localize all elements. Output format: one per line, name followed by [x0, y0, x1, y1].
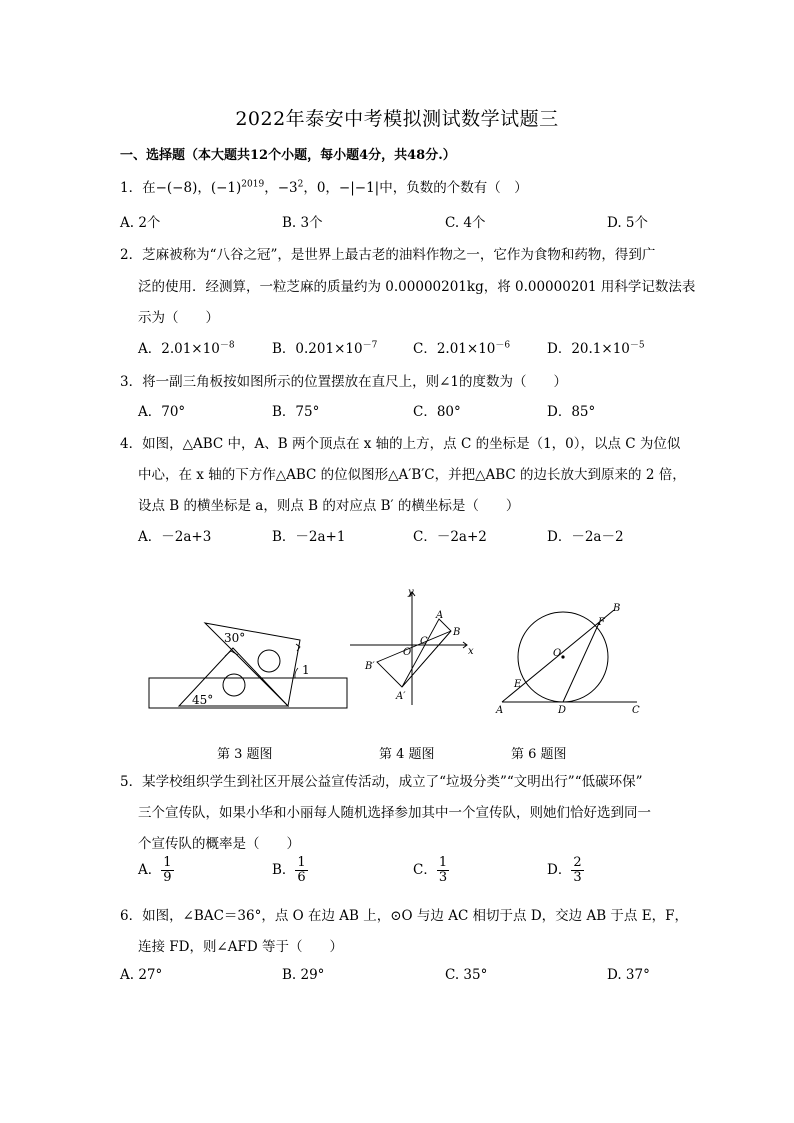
q4-option-a[interactable]: A．－2a+3	[138, 529, 212, 545]
angle-45-label: 45°	[192, 693, 214, 707]
q3-line-1: 3．将一副三角板按如图所示的位置摆放在直尺上，则∠1的度数为（ ）	[120, 374, 567, 390]
q2-option-a-exp: －8	[219, 340, 235, 351]
q5-option-b-num: 1	[297, 855, 306, 870]
q5-option-b-fraction	[295, 856, 307, 885]
q2-option-a-label: A．2.01×10	[138, 341, 220, 357]
q5-option-d[interactable]	[547, 856, 584, 885]
point-e-label: E	[514, 679, 522, 690]
q2-option-d[interactable]	[547, 337, 645, 357]
q5-line-2: 三个宣传队，如果小华和小丽每人随机选择参加其中一个宣传队，则她们恰好选到同一	[138, 805, 651, 821]
figure-3-caption: 第 3 题图	[217, 747, 273, 762]
q4-line-1: 4．如图，△ABC 中，A、B 两个顶点在 x 轴的上方，点 C 的坐标是（1，0），以点 C 为位似	[120, 436, 681, 452]
q5-line-3: 个宣传队的概率是（ ）	[138, 836, 300, 852]
q3-option-a[interactable]: A．70°	[138, 404, 186, 420]
q1-sep-2: ，	[264, 180, 278, 196]
point-c-label: C	[420, 636, 428, 647]
q1-expr-4: −|−1|	[338, 180, 380, 196]
q1-stem-b: 中，负数的个数有（ ）	[379, 180, 528, 196]
figure-6-caption: 第 6 题图	[511, 747, 567, 762]
q6-option-d[interactable]: D. 37°	[607, 967, 650, 983]
center-o	[561, 655, 564, 658]
q6-line-2: 连接 FD，则∠AFD 等于（ ）	[138, 939, 344, 955]
q5-option-c-label: C．	[413, 862, 437, 878]
triangle-30	[205, 623, 300, 706]
angle-30-label: 30°	[224, 631, 246, 645]
q2-line-3: 示为（ ）	[138, 310, 219, 326]
q6-option-c[interactable]: C. 35°	[445, 967, 488, 983]
q5-option-b-label: B．	[272, 862, 296, 878]
figure-6	[492, 598, 652, 718]
q4-line-2: 中心，在 x 轴的下方作△ABC 的位似图形△A′B′C，并把△ABC 的边长放大到原来的 2 倍，	[138, 467, 686, 483]
page-title: 2022年泰安中考模拟测试数学试题三	[235, 108, 559, 130]
q5-line-1: 5．某学校组织学生到社区开展公益宣传活动，成立了“垃圾分类”“文明出行”“低碳环保”	[120, 774, 643, 790]
q2-option-d-label: D．20.1×10	[547, 341, 630, 357]
question-1-stem	[120, 176, 528, 196]
q4-option-d[interactable]: D．－2a－2	[547, 529, 624, 545]
q2-option-c[interactable]	[413, 337, 510, 357]
x-axis-label: x	[468, 646, 474, 657]
q6-option-a[interactable]: A. 27°	[120, 967, 163, 983]
q1-sep-1: ，	[197, 180, 211, 196]
point-a-label: A	[436, 610, 444, 621]
q3-option-b[interactable]: B．75°	[272, 404, 320, 420]
angle-1-arc	[295, 668, 298, 678]
q1-sep-3: ，0，	[303, 180, 339, 196]
section-heading: 一、选择题（本大题共12个小题，每小题4分，共48分.）	[120, 148, 456, 163]
q4-line-3: 设点 B 的横坐标是 a，则点 B 的对应点 B′ 的横坐标是（ ）	[138, 498, 520, 514]
point-a-label: A	[496, 705, 504, 716]
q4-option-c[interactable]: C．－2a+2	[413, 529, 487, 545]
q2-option-b-label: B．0.201×10	[272, 341, 363, 357]
q1-stem-a: 1．在	[120, 180, 156, 196]
q4-option-b[interactable]: B．－2a+1	[272, 529, 346, 545]
point-d-label: D	[558, 705, 567, 716]
q2-option-b-exp: －7	[362, 340, 378, 351]
q5-option-a[interactable]	[138, 856, 174, 885]
point-a-prime-label: A′	[396, 691, 406, 702]
q1-expr-2-exp: 2019	[241, 179, 265, 190]
point-c-label: C	[632, 705, 640, 716]
q5-option-a-fraction	[161, 856, 173, 885]
triangle-hole-2	[223, 674, 245, 696]
y-axis-label: y	[408, 587, 414, 598]
q5-option-b-den: 6	[297, 870, 306, 885]
q1-expr-3-exp: 2	[297, 179, 304, 190]
q3-option-d[interactable]: D．85°	[547, 404, 596, 420]
q2-option-c-exp: －6	[495, 340, 511, 351]
q5-option-d-fraction	[571, 856, 583, 885]
triangle-a2b2c	[377, 631, 451, 687]
q5-option-d-den: 3	[573, 870, 582, 885]
q5-option-a-label: A．	[138, 862, 162, 878]
q5-option-a-den: 9	[163, 870, 172, 885]
q1-option-a[interactable]: A. 2个	[120, 215, 161, 231]
q6-option-b[interactable]: B. 29°	[282, 967, 325, 983]
q2-option-a[interactable]	[138, 337, 235, 357]
q5-option-c-den: 3	[438, 870, 448, 885]
point-f-label: F	[598, 617, 605, 628]
q5-option-d-num: 2	[573, 855, 582, 870]
q5-option-c-num: 1	[438, 855, 448, 870]
point-b-label: B	[453, 627, 461, 638]
point-b-prime-label: B′	[365, 661, 375, 672]
triangle-hole-1	[258, 650, 280, 672]
q2-line-2: 泛的使用．经测算，一粒芝麻的质量约为 0.00000201kg，将 0.00000201 用科学记数法表	[138, 279, 696, 295]
figure-4	[345, 585, 480, 710]
point-b-label: B	[613, 603, 621, 614]
q1-option-b[interactable]: B. 3个	[282, 215, 323, 231]
q3-option-c[interactable]: C．80°	[413, 404, 461, 420]
ruler	[149, 678, 347, 708]
q1-expr-2: (−1)	[210, 180, 242, 196]
figure-3	[145, 600, 355, 715]
q2-line-1: 2．芝麻被称为“八谷之冠”，是世界上最古老的油料作物之一，它作为食物和药物，得到广	[120, 247, 656, 263]
point-o-label: O	[553, 648, 562, 659]
q1-option-d[interactable]: D. 5个	[607, 215, 649, 231]
figure-4-caption: 第 4 题图	[379, 747, 435, 762]
q2-option-b[interactable]	[272, 337, 377, 357]
q1-option-c[interactable]: C. 4个	[445, 215, 486, 231]
q5-option-c-fraction	[437, 856, 449, 885]
q1-expr-1: −(−8)	[155, 180, 198, 196]
q6-line-1: 6．如图，∠BAC＝36°，点 O 在边 AB 上，⊙O 与边 AC 相切于点 D，交边 AB 于点 E，F，	[120, 908, 688, 924]
q2-option-d-exp: －5	[629, 340, 645, 351]
q5-option-a-num: 1	[163, 855, 172, 870]
origin-label: O	[403, 647, 412, 658]
q5-option-c[interactable]	[413, 856, 449, 885]
angle-1-label: 1	[302, 663, 310, 677]
q5-option-b[interactable]	[272, 856, 308, 885]
q2-option-c-label: C．2.01×10	[413, 341, 496, 357]
q5-option-d-label: D．	[547, 862, 572, 878]
q1-expr-3: −3	[277, 180, 298, 196]
